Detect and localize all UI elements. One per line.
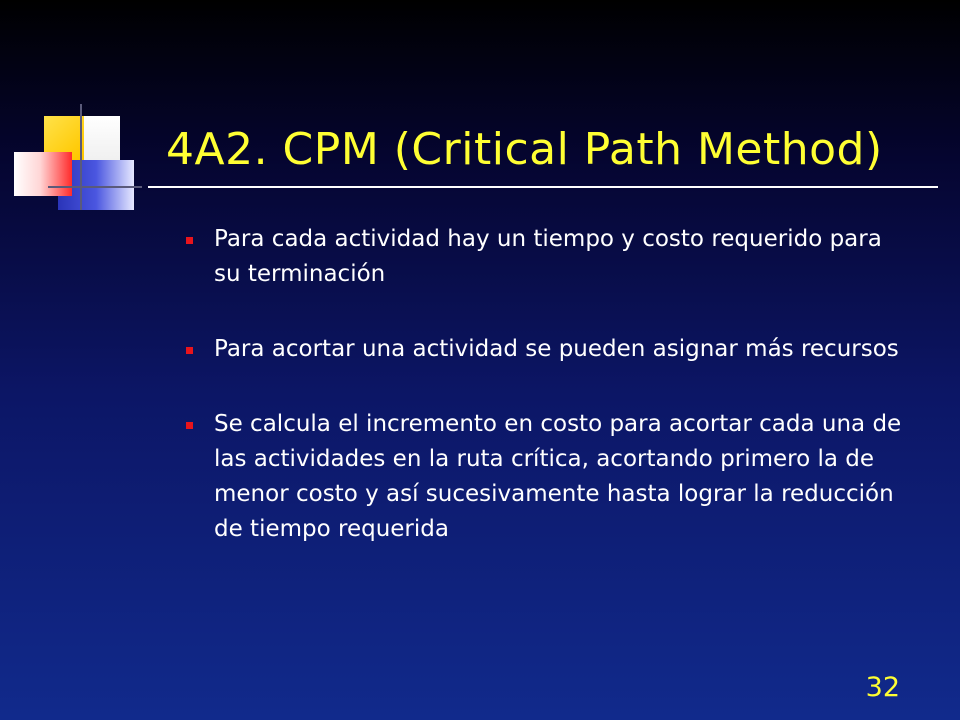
bullet-text: Para acortar una actividad se pueden asignar más recursos (214, 336, 899, 362)
bullet-text: Se calcula el incremento en costo para acortar cada una de las actividades en la ruta crítica, acortando primero la de menor costo y así sucesivamente hasta lograr la reducción de tiempo requerida (214, 411, 902, 542)
bullet-marker-icon (186, 347, 193, 354)
bullet-marker-icon (186, 422, 193, 429)
red-square (14, 152, 72, 196)
title-underline (148, 186, 938, 188)
slide-title: 4A2. CPM (Critical Path Method) (166, 124, 883, 175)
bullet-item (184, 332, 904, 367)
bullet-list (184, 222, 904, 587)
bullet-marker-icon (186, 237, 193, 244)
bullet-item (184, 222, 904, 292)
bullet-item (184, 407, 904, 547)
bullet-text: Para cada actividad hay un tiempo y costo requerido para su terminación (214, 226, 882, 287)
page-number: 32 (865, 672, 900, 703)
vertical-accent-line (80, 104, 82, 210)
horizontal-accent-line (48, 186, 142, 188)
white-square (84, 116, 120, 160)
